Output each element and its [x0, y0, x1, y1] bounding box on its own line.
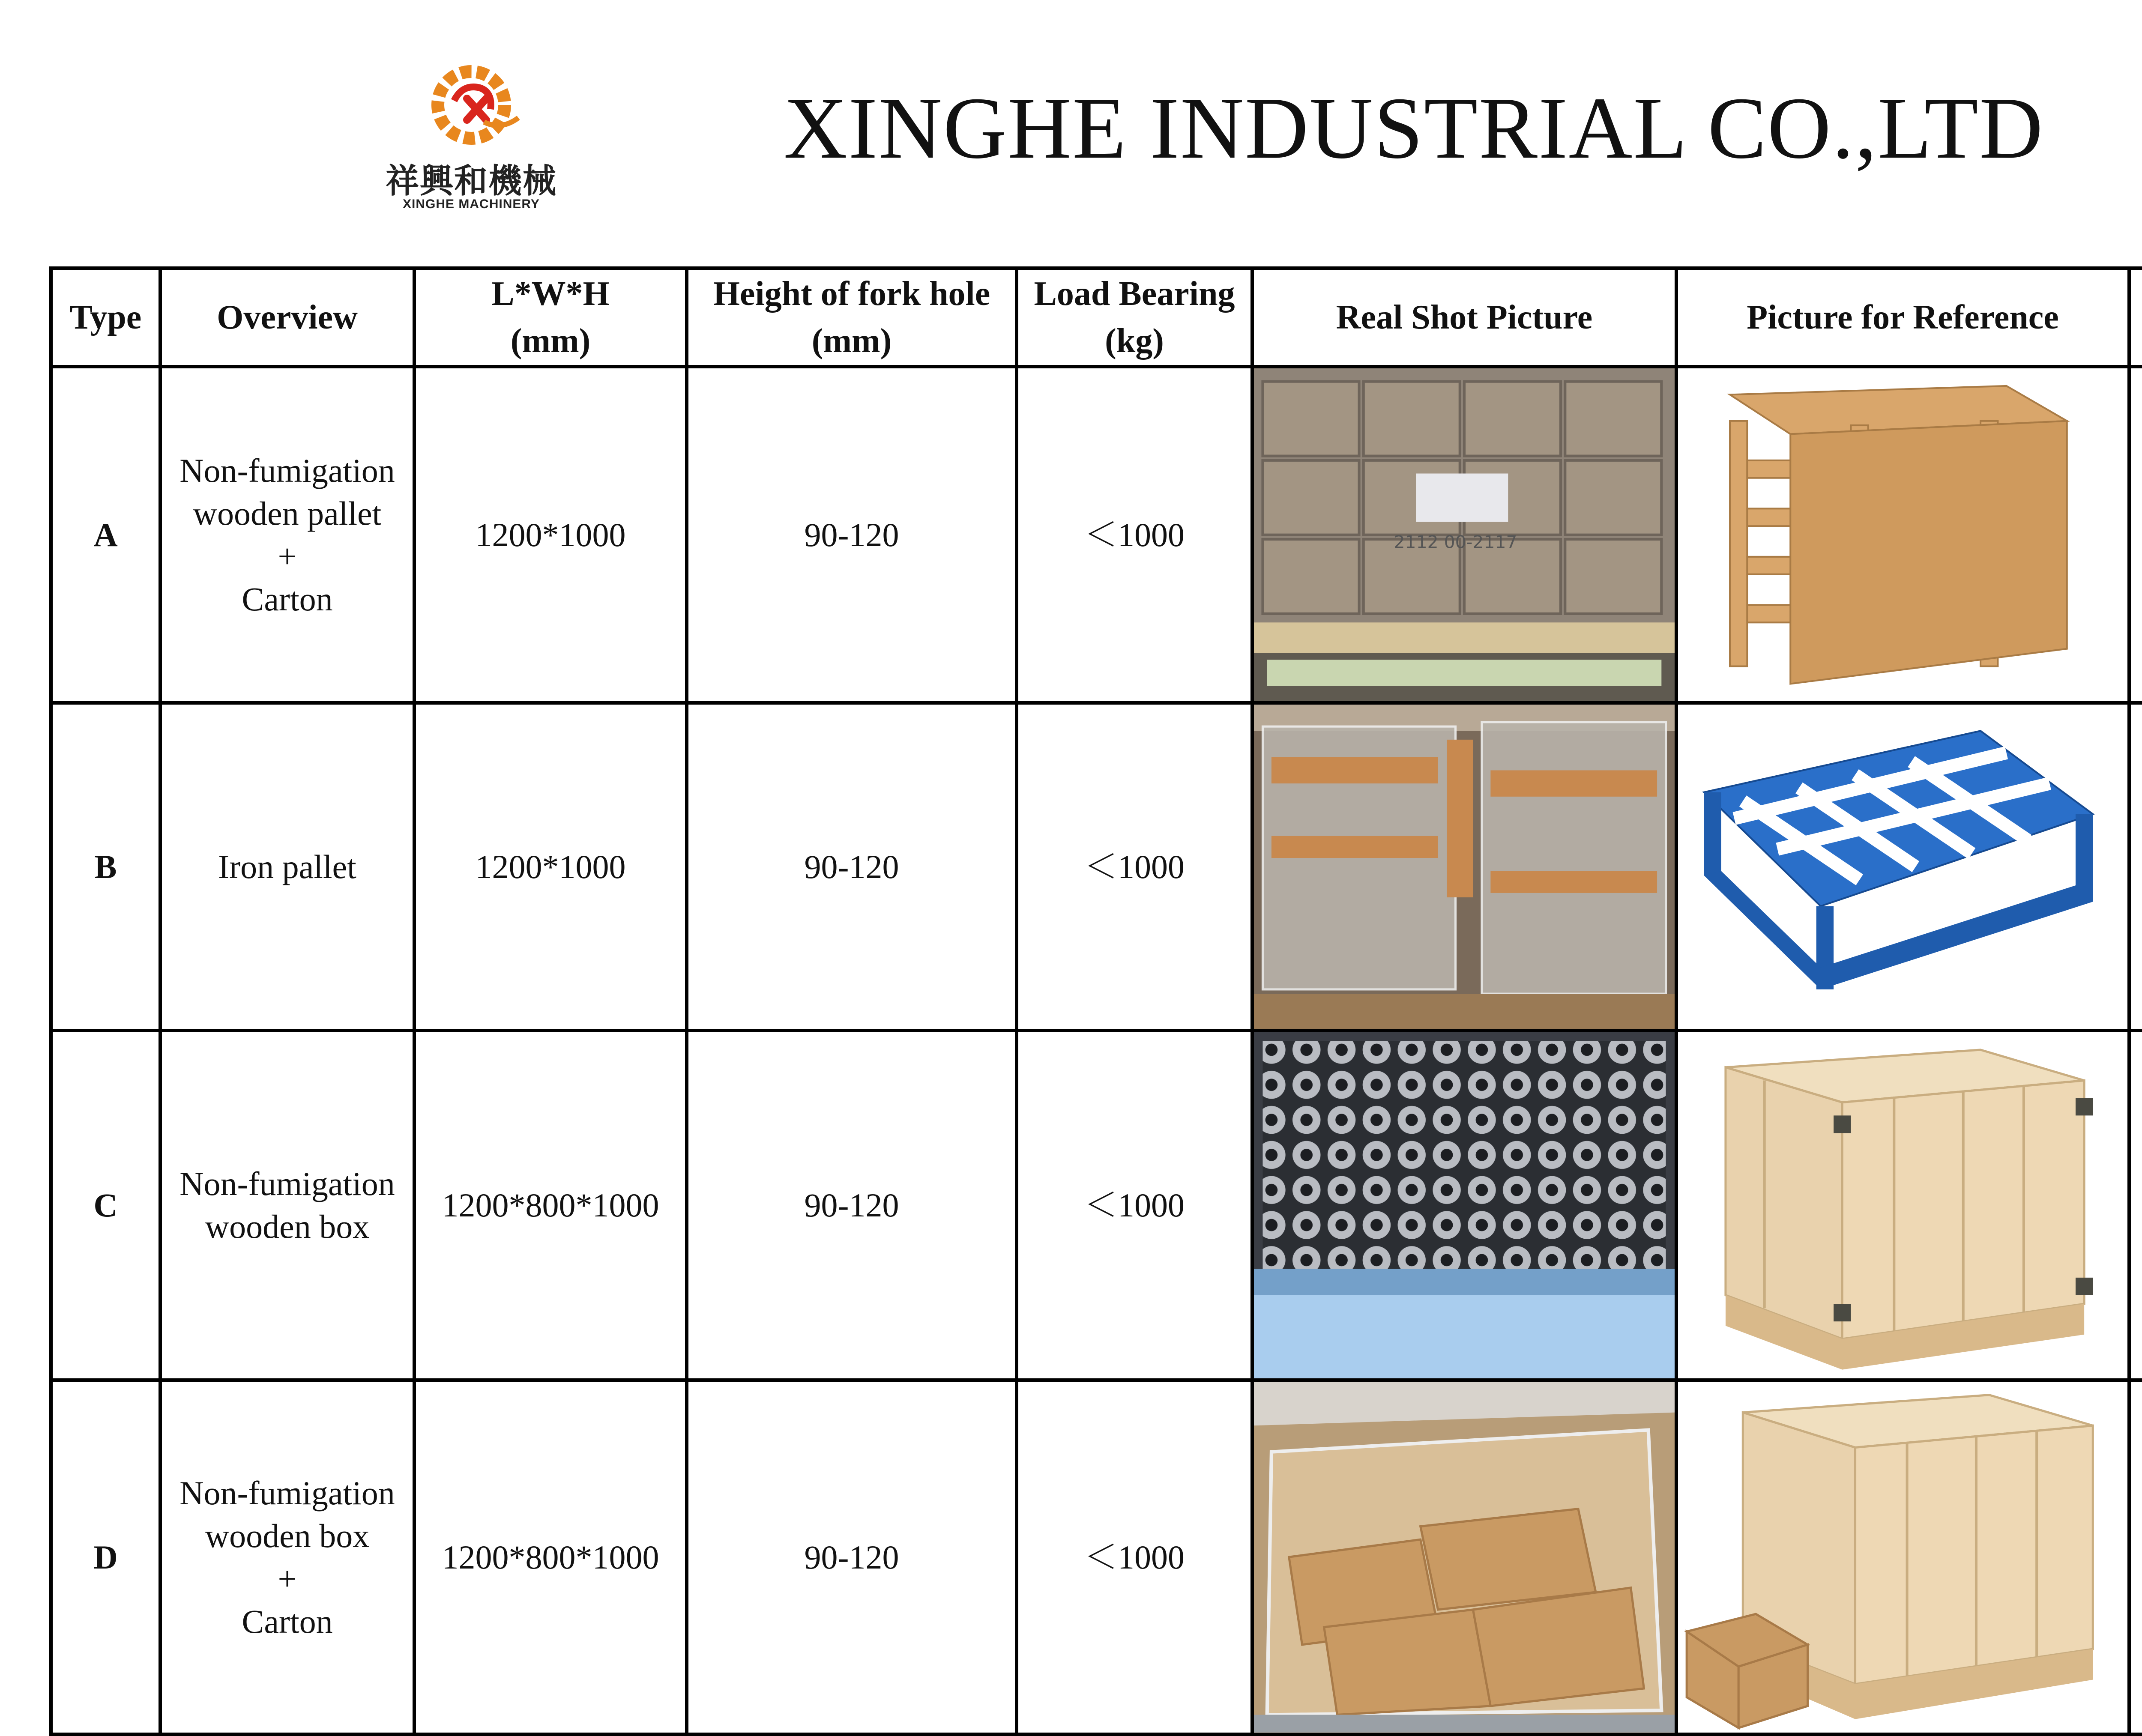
overview-line: Non-fumigation: [179, 1165, 395, 1203]
reference-photo: [1676, 1031, 2129, 1380]
overview-line: wooden pallet: [193, 494, 382, 532]
row-fork-height: 90-120: [687, 703, 1017, 1031]
col-lwh: [414, 268, 687, 367]
row-description: [2129, 703, 2142, 1031]
reference-photo: [1676, 1380, 2129, 1734]
wooden-crate-icon: [1678, 1032, 2127, 1378]
description-line: [2131, 1557, 2142, 1600]
row-load: ＜1000: [1017, 367, 1252, 703]
col-lwh-line2: (mm): [510, 322, 591, 360]
gear-logo-icon: [377, 56, 565, 154]
col-description: [2129, 268, 2142, 367]
wrapped-pallets-photo: [1254, 705, 1675, 1029]
real-shot-photo: [1252, 703, 1676, 1031]
table-row: [51, 367, 2142, 703]
row-load: ＜1000: [1017, 1031, 1252, 1380]
company-title: XINGHE INDUSTRIAL CO.,LTD: [784, 79, 2044, 177]
col-overview: Overview: [160, 268, 414, 367]
description-line: [2131, 1120, 2142, 1162]
description-line: [2131, 471, 2142, 514]
overview-line: +: [278, 537, 297, 575]
description-line: [2131, 1205, 2142, 1248]
row-type: B: [51, 703, 160, 1031]
row-load: ＜1000: [1017, 703, 1252, 1031]
overview-line: Non-fumigation: [179, 451, 395, 489]
col-type: Type: [51, 268, 160, 367]
row-overview: [160, 1380, 414, 1734]
table-row: [51, 703, 2142, 1031]
row-fork-height: 90-120: [687, 367, 1017, 703]
real-shot-photo: [1252, 1380, 1676, 1734]
overview-line: Carton: [242, 1602, 333, 1640]
carton-marking: 2112 00-2117: [1394, 532, 1517, 553]
overview-line: Iron pallet: [218, 848, 356, 885]
description-line: [2131, 1248, 2142, 1291]
real-shot-photo: [1252, 1031, 1676, 1380]
logo-text-cn: 祥興和機械: [385, 161, 557, 200]
overview-line: wooden box: [205, 1517, 370, 1554]
col-load-line1: Load Bearing: [1034, 275, 1235, 313]
row-type: D: [51, 1380, 160, 1734]
col-lwh-line1: L*W*H: [491, 275, 610, 313]
row-description: [2129, 1031, 2142, 1380]
table-row: [51, 1380, 2142, 1734]
logo-text-en: XINGHE MACHINERY: [403, 197, 540, 211]
cartons-in-crate-photo: [1254, 1382, 1675, 1732]
row-lwh: 1200*1000: [414, 367, 687, 703]
col-reference: Picture for Reference: [1676, 268, 2129, 367]
header-row: [51, 268, 2142, 367]
row-overview: [160, 703, 414, 1031]
description-line: [2131, 867, 2142, 910]
col-load: [1017, 268, 1252, 367]
metal-rings-in-box-photo: [1254, 1032, 1675, 1378]
description-line: [2131, 824, 2142, 867]
overview-line: Non-fumigation: [179, 1474, 395, 1512]
row-type: C: [51, 1031, 160, 1380]
overview-line: Carton: [242, 580, 333, 618]
wooden-crate-with-carton-icon: [1678, 1382, 2127, 1732]
row-type: A: [51, 367, 160, 703]
row-fork-height: 90-120: [687, 1380, 1017, 1734]
col-fork-height: [687, 268, 1017, 367]
overview-line: +: [278, 1560, 297, 1597]
col-fork-line2: (mm): [811, 322, 892, 360]
reference-photo: [1676, 703, 2129, 1031]
row-fork-height: 90-120: [687, 1031, 1017, 1380]
cartons-on-pallet-photo: [1254, 368, 1675, 701]
row-description: [2129, 367, 2142, 703]
iron-pallet-icon: [1678, 705, 2127, 1029]
overview-line: wooden box: [205, 1208, 370, 1246]
row-overview: [160, 367, 414, 703]
company-logo: [377, 56, 565, 218]
row-description: [2129, 1380, 2142, 1734]
wooden-pallet-stack-icon: [1678, 368, 2127, 701]
table-row: [51, 1031, 2142, 1380]
reference-photo: [1676, 367, 2129, 703]
packaging-table: [49, 266, 2142, 1736]
row-load: ＜1000: [1017, 1380, 1252, 1734]
real-shot-photo: [1252, 367, 1676, 703]
row-overview: [160, 1031, 414, 1380]
description-line: [2131, 1162, 2142, 1205]
col-real-shot: Real Shot Picture: [1252, 268, 1676, 367]
description-line: [2131, 1600, 2142, 1643]
col-fork-line1: Height of fork hole: [713, 275, 990, 313]
description-line: [2131, 1515, 2142, 1557]
col-load-line2: (kg): [1105, 322, 1164, 360]
row-lwh: 1200*800*1000: [414, 1031, 687, 1380]
row-lwh: 1200*1000: [414, 703, 687, 1031]
description-line: [2131, 556, 2142, 599]
description-line: [2131, 1472, 2142, 1515]
description-line: [2131, 514, 2142, 556]
row-lwh: 1200*800*1000: [414, 1380, 687, 1734]
